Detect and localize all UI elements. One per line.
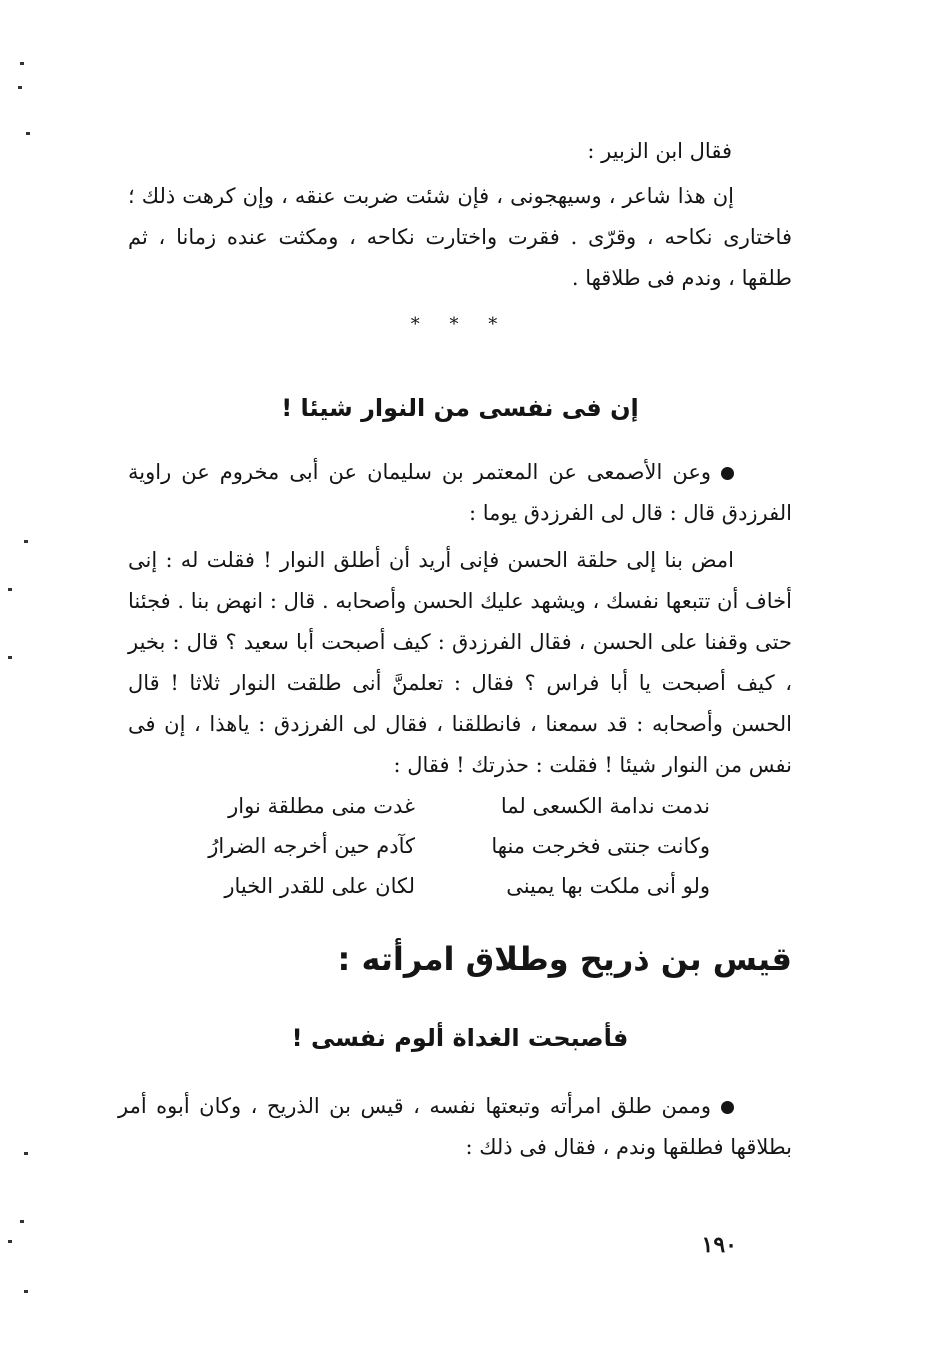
scan-speck	[8, 588, 12, 591]
paragraph-qays-text: وممن طلق امرأته وتبعتها نفسه ، قيس بن الذريح ، وكان أبوه أمر بطلاقها فطلقها وندم ، فقال فى ذلك :	[118, 1094, 792, 1159]
scan-speck	[26, 132, 30, 135]
bullet-icon	[721, 1101, 734, 1114]
poem-verses	[200, 786, 720, 916]
paragraph-farazdaq: امض بنا إلى حلقة الحسن فإنى أريد أن أطلق النوار ! فقلت له : إنى أخاف أن تتبعها نفسك ، ويشهد عليك الحسن وأصحابه . قال : انهض بنا . فجئنا حتى وقفنا على الحسن ، فقال الفرزدق : كيف أصبحت أبا سعيد ؟ قال : بخير ، كيف أصبحت يا أبا فراس ؟ فقال : تعلمنَّ أنى طلقت النوار ثلاثا ! قال الحسن وأصحابه : قد سمعنا ، فانطلقنا ، فقال لى الفرزدق : ياهذا ، إن فى نفس من النوار شيئا ! فقلت : حذرتك ! فقال :	[128, 548, 792, 777]
section-heading-regret: فأصبحت الغداة ألوم نفسى !	[291, 1024, 629, 1052]
intro-paragraph: إن هذا شاعر ، وسيهجونى ، فإن شئت ضربت عنقه ، وإن كرهت ذلك ؛ فاختارى نكاحه ، وقرّى . فقرت واختارت نكاحه ، ومكثت عنده زمانا ، ثم طلقها ، وندم فى طلاقها .	[128, 184, 792, 290]
scan-speck	[24, 1290, 28, 1293]
bullet-icon	[721, 467, 734, 480]
verse-2-first: وكانت جنتى فخرجت منها	[491, 834, 710, 858]
verse-2-second: كآدم حين أخرجه الضرارُ	[208, 834, 415, 858]
verse-3-second: لكان على للقدر الخيار	[224, 874, 415, 898]
paragraph-asmai	[128, 452, 792, 534]
verse-1-second: غدت منى مطلقة نوار	[228, 794, 415, 818]
verse-3-first: ولو أنى ملكت بها يمينى	[506, 874, 710, 898]
scan-speck	[24, 1152, 28, 1155]
page-number: ١٩٠	[701, 1232, 737, 1258]
section-heading-nawar: إن فى نفسى من النوار شيئا !	[281, 394, 639, 422]
scan-speck	[24, 540, 28, 543]
scan-speck	[18, 86, 22, 89]
verse-1-first: ندمت ندامة الكسعى لما	[500, 794, 710, 818]
paragraph-qays	[118, 1086, 792, 1168]
section-separator: * * *	[410, 314, 510, 335]
scan-speck	[8, 656, 12, 659]
scan-speck	[8, 1240, 12, 1243]
scan-speck	[20, 1220, 24, 1223]
chapter-heading-qays: قيس بن ذريح وطلاق امرأته :	[337, 940, 792, 978]
scan-speck	[20, 62, 24, 65]
intro-line: فقال ابن الزبير :	[587, 139, 732, 163]
paragraph-asmai-text: وعن الأصمعى عن المعتمر بن سليمان عن أبى مخروم عن راوية الفرزدق قال : قال لى الفرزدق يوما :	[128, 460, 792, 525]
